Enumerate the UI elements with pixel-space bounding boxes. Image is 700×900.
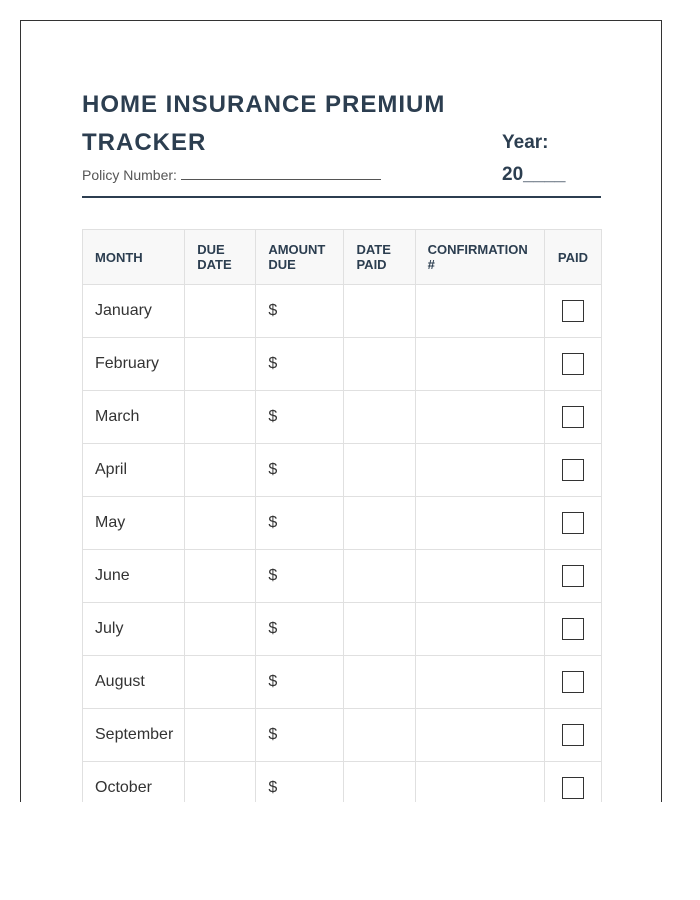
paid-cell	[544, 444, 601, 497]
due-date-cell[interactable]	[185, 391, 256, 444]
table-row	[83, 550, 602, 603]
paid-checkbox[interactable]	[562, 353, 584, 375]
confirmation-cell[interactable]	[415, 285, 544, 338]
page-title: HOME INSURANCE PREMIUM TRACKER	[82, 91, 446, 156]
paid-cell	[544, 709, 601, 762]
column-header: CONFIRMATION #	[415, 230, 544, 285]
amount-due-cell[interactable]: $	[256, 762, 344, 803]
paid-checkbox[interactable]	[562, 777, 584, 799]
tracker-page	[20, 20, 662, 802]
column-header: PAID	[544, 230, 601, 285]
date-paid-cell[interactable]	[344, 709, 415, 762]
table-row	[83, 603, 602, 656]
table-row	[83, 709, 602, 762]
month-cell: March	[83, 391, 185, 444]
confirmation-cell[interactable]	[415, 762, 544, 803]
column-header: AMOUNT DUE	[256, 230, 344, 285]
amount-due-cell[interactable]: $	[256, 709, 344, 762]
date-paid-cell[interactable]	[344, 391, 415, 444]
paid-checkbox[interactable]	[562, 618, 584, 640]
year-value[interactable]: 20____	[502, 164, 566, 185]
paid-cell	[544, 391, 601, 444]
header-divider	[82, 196, 601, 198]
table-row	[83, 656, 602, 709]
paid-checkbox[interactable]	[562, 300, 584, 322]
date-paid-cell[interactable]	[344, 285, 415, 338]
date-paid-cell[interactable]	[344, 497, 415, 550]
confirmation-cell[interactable]	[415, 444, 544, 497]
year-label: Year:	[502, 132, 549, 153]
confirmation-cell[interactable]	[415, 497, 544, 550]
paid-cell	[544, 656, 601, 709]
month-cell: August	[83, 656, 185, 709]
due-date-cell[interactable]	[185, 762, 256, 803]
table-row	[83, 338, 602, 391]
date-paid-cell[interactable]	[344, 603, 415, 656]
paid-checkbox[interactable]	[562, 459, 584, 481]
due-date-cell[interactable]	[185, 285, 256, 338]
due-date-cell[interactable]	[185, 497, 256, 550]
due-date-cell[interactable]	[185, 338, 256, 391]
confirmation-cell[interactable]	[415, 391, 544, 444]
amount-due-cell[interactable]: $	[256, 444, 344, 497]
date-paid-cell[interactable]	[344, 550, 415, 603]
paid-cell	[544, 550, 601, 603]
amount-due-cell[interactable]: $	[256, 497, 344, 550]
policy-number-label: Policy Number:	[82, 167, 177, 183]
confirmation-cell[interactable]	[415, 603, 544, 656]
table-row	[83, 497, 602, 550]
month-cell: May	[83, 497, 185, 550]
paid-cell	[544, 762, 601, 803]
due-date-cell[interactable]	[185, 444, 256, 497]
month-cell: February	[83, 338, 185, 391]
paid-checkbox[interactable]	[562, 565, 584, 587]
date-paid-cell[interactable]	[344, 656, 415, 709]
premium-table	[82, 229, 602, 802]
table-row	[83, 444, 602, 497]
paid-cell	[544, 497, 601, 550]
due-date-cell[interactable]	[185, 656, 256, 709]
paid-cell	[544, 338, 601, 391]
table-row	[83, 391, 602, 444]
column-header: DATE PAID	[344, 230, 415, 285]
policy-number-field	[82, 167, 381, 183]
paid-cell	[544, 603, 601, 656]
amount-due-cell[interactable]: $	[256, 338, 344, 391]
amount-due-cell[interactable]: $	[256, 285, 344, 338]
paid-checkbox[interactable]	[562, 724, 584, 746]
month-cell: July	[83, 603, 185, 656]
month-cell: April	[83, 444, 185, 497]
confirmation-cell[interactable]	[415, 338, 544, 391]
policy-number-blank[interactable]	[181, 167, 381, 180]
amount-due-cell[interactable]: $	[256, 391, 344, 444]
date-paid-cell[interactable]	[344, 338, 415, 391]
column-header: DUE DATE	[185, 230, 256, 285]
paid-checkbox[interactable]	[562, 406, 584, 428]
date-paid-cell[interactable]	[344, 762, 415, 803]
month-cell: January	[83, 285, 185, 338]
due-date-cell[interactable]	[185, 603, 256, 656]
paid-checkbox[interactable]	[562, 671, 584, 693]
amount-due-cell[interactable]: $	[256, 603, 344, 656]
confirmation-cell[interactable]	[415, 709, 544, 762]
paid-cell	[544, 285, 601, 338]
amount-due-cell[interactable]: $	[256, 656, 344, 709]
date-paid-cell[interactable]	[344, 444, 415, 497]
table-row	[83, 285, 602, 338]
month-cell: October	[83, 762, 185, 803]
year-field	[502, 127, 565, 191]
due-date-cell[interactable]	[185, 709, 256, 762]
month-cell: June	[83, 550, 185, 603]
paid-checkbox[interactable]	[562, 512, 584, 534]
table-row	[83, 762, 602, 803]
due-date-cell[interactable]	[185, 550, 256, 603]
column-header: MONTH	[83, 230, 185, 285]
confirmation-cell[interactable]	[415, 656, 544, 709]
month-cell: September	[83, 709, 185, 762]
confirmation-cell[interactable]	[415, 550, 544, 603]
amount-due-cell[interactable]: $	[256, 550, 344, 603]
